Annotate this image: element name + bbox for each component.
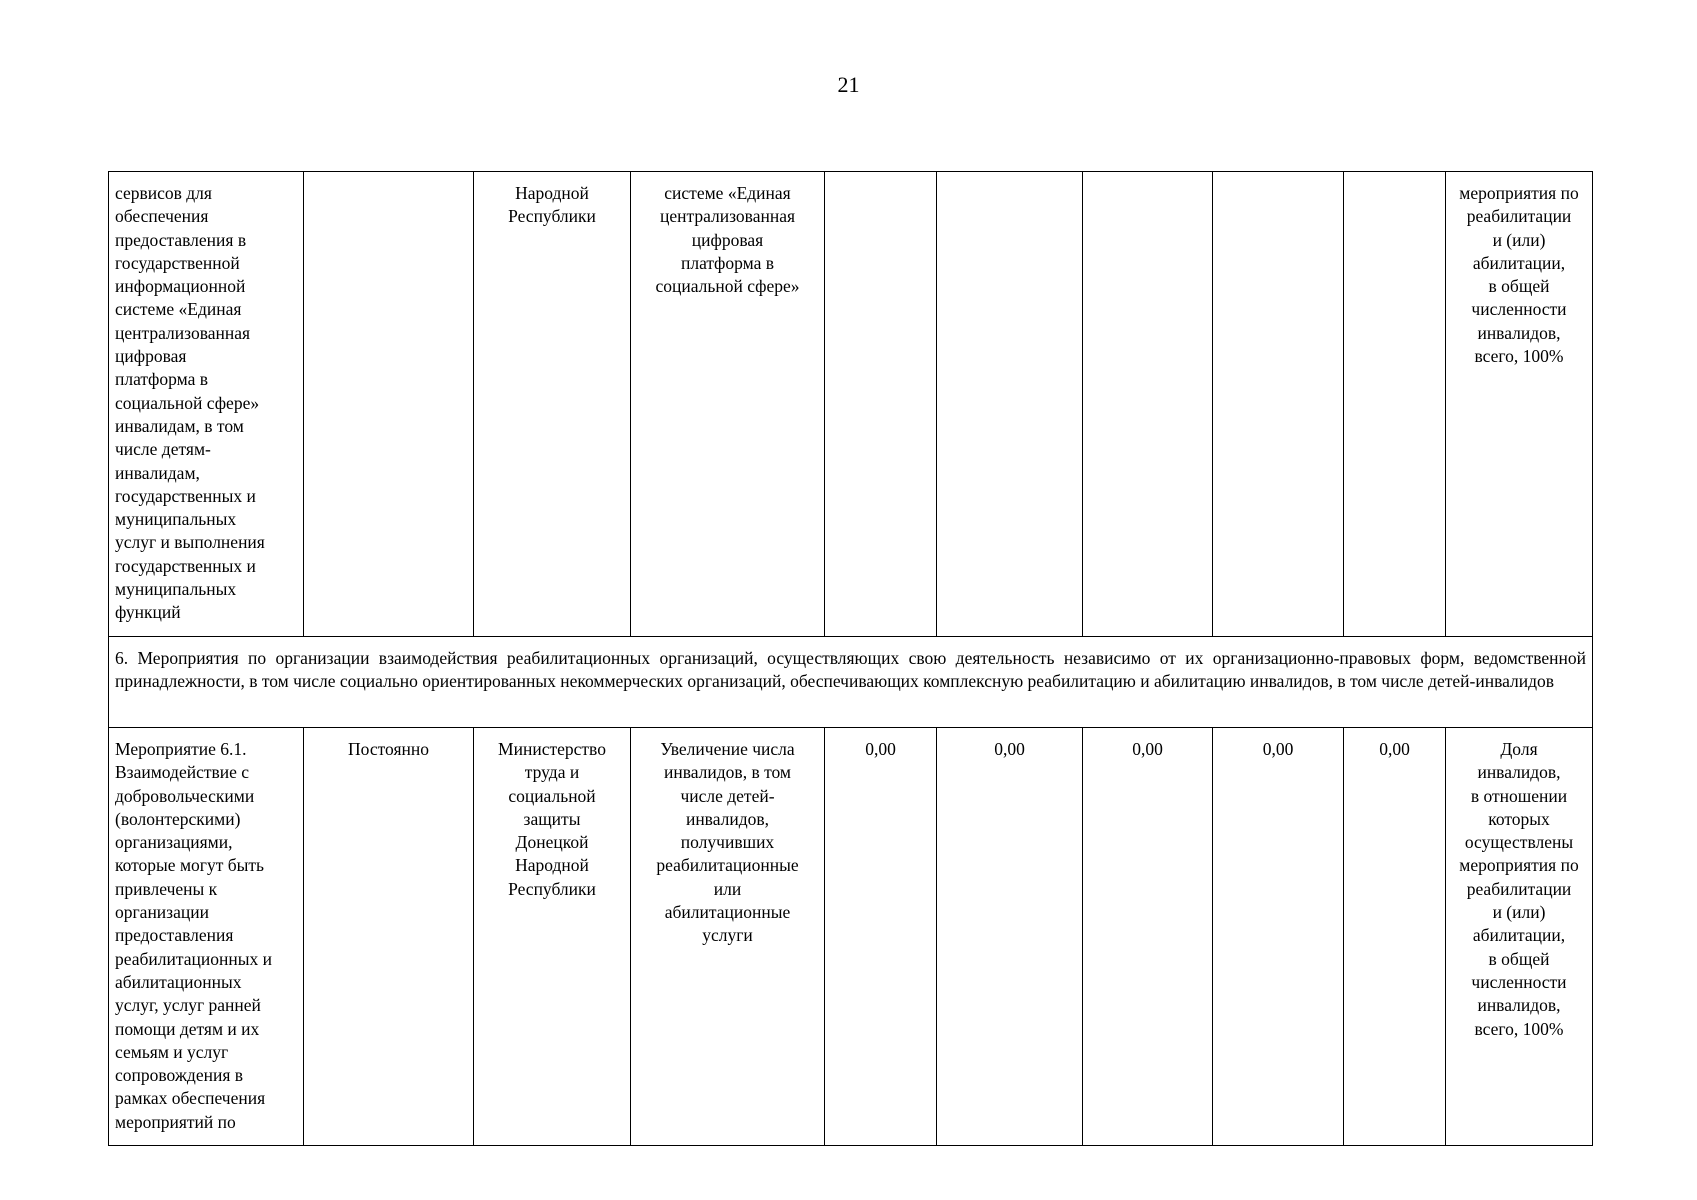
funding-cell	[1083, 172, 1213, 637]
section-6-title: 6. Мероприятия по организации взаимодействия реабилитационных организаций, осуществляющих свою деятельность независимо от их организационно-правовых форм, ведомственной принадлежности, в том числе социально ориентированных некоммерческих организаций, обеспечивающих комплексную реабилитацию и абилитацию инвалидов, в том числе детей-инвалидов	[109, 637, 1593, 728]
funding-cell: 0,00	[825, 728, 937, 1146]
indicator-cell: мероприятия по реабилитации и (или) абилитации, в общей численности инвалидов, всего, 100%	[1446, 172, 1593, 637]
funding-cell: 0,00	[1213, 728, 1344, 1146]
measure-name-cell: сервисов для обеспечения предоставления в государственной информационной системе «Единая централизованная цифровая платформа в социальной сфере» инвалидам, в том числе детям- инвалидам, государственных и муниципальных услуг и выполнения государственных и муниципальных функций	[109, 172, 304, 637]
section-header-row	[109, 637, 1593, 728]
measure-name-cell: Мероприятие 6.1. Взаимодействие с добровольческими (волонтерскими) организациями, которые могут быть привлечены к организации предоставления реабилитационных и абилитационных услуг, услуг ранней помощи детям и их семьям и услуг сопровождения в рамках обеспечения мероприятий по	[109, 728, 304, 1146]
page-number: 21	[837, 72, 860, 97]
expected-result-cell: системе «Единая централизованная цифровая платформа в социальной сфере»	[631, 172, 825, 637]
indicator-cell: Доля инвалидов, в отношении которых осуществлены мероприятия по реабилитации и (или) абилитации, в общей численности инвалидов, всего, 100%	[1446, 728, 1593, 1146]
expected-result-cell: Увеличение числа инвалидов, в том числе детей- инвалидов, получивших реабилитационные или абилитационные услуги	[631, 728, 825, 1146]
funding-cell	[1213, 172, 1344, 637]
deadline-cell	[304, 172, 474, 637]
funding-cell	[825, 172, 937, 637]
table-row	[109, 172, 1593, 637]
funding-cell: 0,00	[1344, 728, 1446, 1146]
funding-cell: 0,00	[937, 728, 1083, 1146]
deadline-cell: Постоянно	[304, 728, 474, 1146]
funding-cell	[1344, 172, 1446, 637]
funding-cell: 0,00	[1083, 728, 1213, 1146]
program-measures-table	[108, 171, 1593, 1146]
table-row	[109, 728, 1593, 1146]
funding-cell	[937, 172, 1083, 637]
executor-cell: Министерство труда и социальной защиты Донецкой Народной Республики	[474, 728, 631, 1146]
executor-cell: Народной Республики	[474, 172, 631, 637]
